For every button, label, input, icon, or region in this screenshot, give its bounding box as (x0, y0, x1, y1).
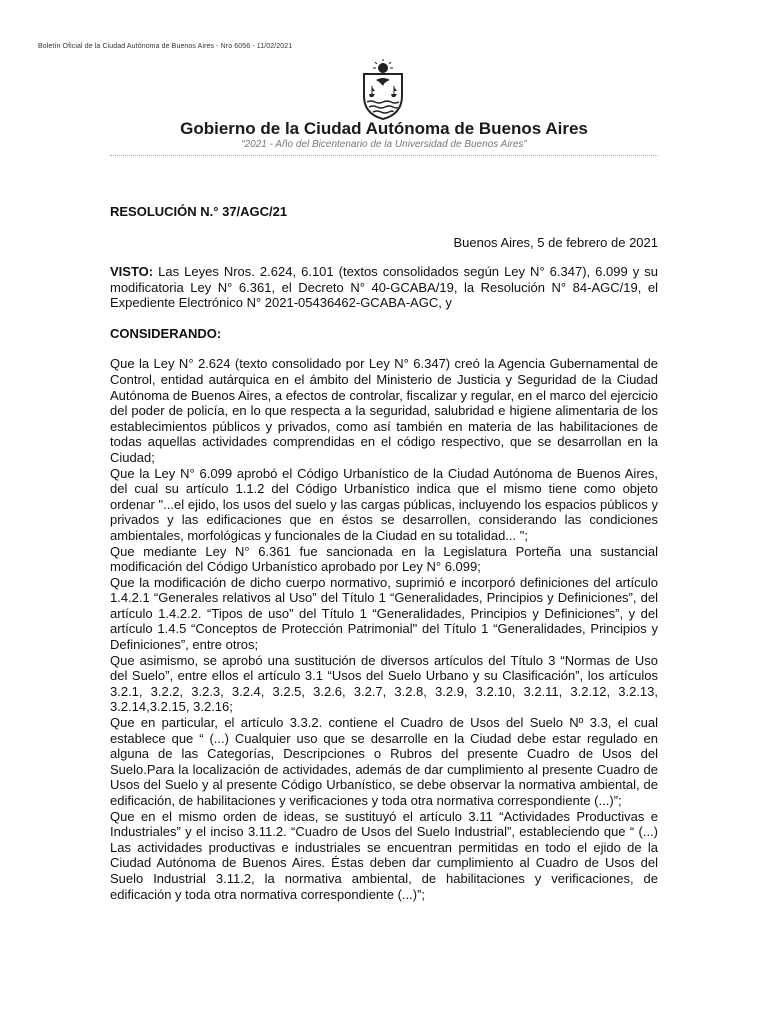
considerando-paragraph: Que asimismo, se aprobó una sustitución de diversos artículos del Título 3 “Normas de Uso del Suelo”, entre ellos el artículo 3.1 “Usos del Suelo Urbano y su Clasificación”, los artículos 3.2.1, 3.2.2, 3.2.3, 3.2.4, 3.2.5, 3.2.6, 3.2.7, 3.2.8, 3.2.9, 3.2.10, 3.2.11, 3.2.12, 3.2.13, 3.2.14,3.2.15, 3.2.16; (110, 652, 658, 715)
city-coat-of-arms-icon (358, 58, 408, 120)
considerando-paragraph: Que la Ley N° 2.624 (texto consolidado por Ley N° 6.347) creó la Agencia Gubernamental de Control, entidad autárquica en el ámbito del Ministerio de Justicia y Seguridad de la Ciudad Autónoma de Buenos Aires, a efectos de controlar, fiscalizar y regular, en el marco del ejercicio del poder de policía, en lo que respecta a la seguridad, salubridad e higiene alimentaria de los establecimientos públicos y privados, como así también en materia de las habilitaciones de todas aquellas actividades comprendidas en el código respectivo, que se desarrollan en la Ciudad; (110, 356, 658, 465)
considerando-paragraph: Que mediante Ley N° 6.361 fue sancionada en la Legislatura Porteña una sustancial modificación del Código Urbanístico aprobado por Ley N° 6.099; (110, 543, 658, 575)
visto-paragraph (110, 264, 658, 311)
considerando-paragraph: Que la modificación de dicho cuerpo normativo, suprimió e incorporó definiciones del artículo 1.4.2.1 “Generales relativos al Uso” del Título 1 “Generalidades, Principios y Definiciones”, del artículo 1.4.2.2. “Tipos de uso” del Título 1 “Generalidades, Principios y Definiciones”, y del artículo 1.4.5 “Conceptos de Protección Patrimonial" del Título 1 “Generalidades, Principios y Definiciones”, entre otros; (110, 574, 658, 653)
place-and-date: Buenos Aires, 5 de febrero de 2021 (453, 235, 658, 250)
considerando-heading: CONSIDERANDO: (110, 325, 222, 341)
considerando-paragraph: Que en particular, el artículo 3.3.2. contiene el Cuadro de Usos del Suelo Nº 3.3, el cual establece que “ (...) Cualquier uso que se desarrolle en la Ciudad debe estar regulado en alguna de las Categorías, Descripciones o Rubros del presente Cuadro de Usos del Suelo.Para la localización de actividades, además de dar cumplimiento al presente Cuadro de Usos del Suelo y al presente Código Urbanístico, se debe observar la normativa ambiental, de edificación, de habilitaciones y verificaciones y toda otra normativa correspondiente (...)”; (110, 715, 658, 808)
considerando-paragraph: Que en el mismo orden de ideas, se sustituyó el artículo 3.11 “Actividades Productivas e Industriales” y el inciso 3.11.2. “Cuadro de Usos del Suelo Industrial”, estableciendo que “ (...) Las actividades productivas e industriales se encuentran permitidas en todo el ejido de la Ciudad Autónoma de Buenos Aires. Éstas deben dar cumplimiento al Cuadro de Usos del Suelo Industrial 3.11.2, la normativa ambiental, de habilitaciones y verificaciones, de edificación y toda otra normativa correspondiente (...)”; (110, 808, 658, 902)
visto-label: VISTO: (110, 264, 154, 279)
resolution-number: RESOLUCIÓN N.° 37/AGC/21 (110, 204, 288, 219)
bulletin-header-note: Boletín Oficial de la Ciudad Autónoma de Buenos Aires - Nro 6056 - 11/02/2021 (38, 43, 293, 50)
government-title: Gobierno de la Ciudad Autónoma de Buenos Aires (180, 119, 588, 138)
considerando-paragraph: Que la Ley N° 6.099 aprobó el Código Urbanístico de la Ciudad Autónoma de Buenos Aires, del cual su artículo 1.1.2 del Código Urbanístico indica que el mismo tiene como objeto ordenar "...el ejido, los usos del suelo y las cargas públicas, incluyendo los espacios públicos y privados y las edificaciones que en éstos se desarrollen, considerando las condiciones ambientales, morfológicas y funcionales de la Ciudad en su totalidad... "; (110, 465, 658, 543)
visto-text: Las Leyes Nros. 2.624, 6.101 (textos consolidados según Ley N° 6.347), 6.099 y su modificatoria Ley N° 6.361, el Decreto N° 40-GCABA/19, la Resolución N° 84-AGC/19, el Expediente Electrónico N° 2021-05436462-GCABA-AGC, y (110, 264, 658, 311)
year-motto: “2021 - Año del Bicentenario de la Universidad de Buenos Aires” (241, 139, 527, 150)
document-body (110, 264, 658, 902)
header-divider (110, 155, 658, 156)
